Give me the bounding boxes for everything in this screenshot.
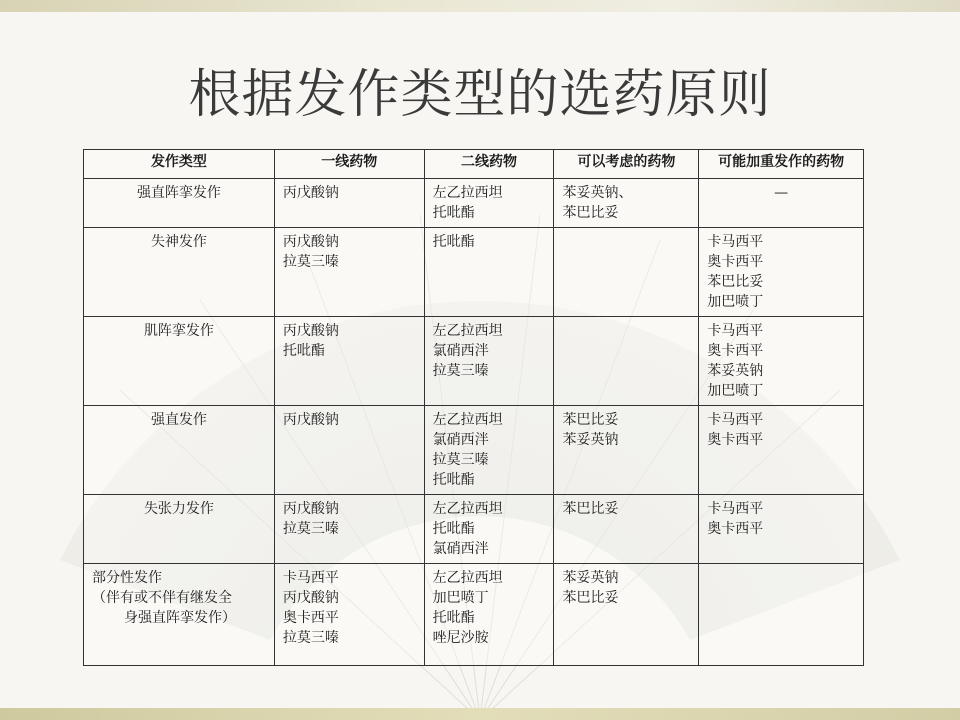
cell-line: — bbox=[774, 185, 789, 201]
cell-line: （伴有或不伴有继发全 bbox=[92, 590, 232, 606]
cell-first-line bbox=[274, 228, 424, 317]
cell-line: 苯巴比妥 bbox=[707, 274, 764, 290]
cell-line: 托吡酯 bbox=[432, 521, 475, 537]
cell-consider bbox=[554, 495, 699, 564]
cell-line: 失张力发作 bbox=[143, 501, 214, 517]
cell-first-line bbox=[274, 564, 424, 666]
cell-line: 奥卡西平 bbox=[707, 521, 764, 537]
cell-line: 氯硝西泮 bbox=[432, 432, 489, 448]
cell-line: 奥卡西平 bbox=[707, 432, 764, 448]
header-first-line: 一线药物 bbox=[274, 150, 424, 179]
cell-line: 丙戊酸钠 bbox=[282, 412, 339, 428]
cell-line: 奥卡西平 bbox=[707, 254, 764, 270]
header-second-line: 二线药物 bbox=[424, 150, 554, 179]
cell-seizure-type bbox=[84, 495, 275, 564]
cell-line: 卡马西平 bbox=[282, 570, 339, 586]
cell-line: 托吡酯 bbox=[282, 343, 325, 359]
cell-line: 苯妥英钠 bbox=[562, 432, 619, 448]
cell-line: 丙戊酸钠 bbox=[282, 185, 339, 201]
cell-line: 部分性发作 bbox=[92, 570, 162, 586]
table-row bbox=[84, 228, 864, 317]
cell-seizure-type bbox=[84, 317, 275, 406]
cell-first-line bbox=[274, 317, 424, 406]
drug-selection-table bbox=[83, 149, 864, 666]
cell-second-line bbox=[424, 179, 554, 228]
cell-line: 左乙拉西坦 bbox=[432, 412, 503, 428]
cell-line: 加巴喷丁 bbox=[707, 294, 764, 310]
cell-line: 肌阵挛发作 bbox=[143, 323, 214, 339]
header-aggravate: 可能加重发作的药物 bbox=[699, 150, 864, 179]
cell-line: 拉莫三嗪 bbox=[282, 521, 339, 537]
cell-line: 奥卡西平 bbox=[282, 610, 339, 626]
cell-line: 苯妥英钠、 bbox=[562, 185, 633, 201]
cell-line: 氯硝西泮 bbox=[432, 343, 489, 359]
cell-line: 丙戊酸钠 bbox=[282, 501, 339, 517]
cell-consider bbox=[554, 179, 699, 228]
cell-line: 拉莫三嗪 bbox=[432, 452, 489, 468]
cell-consider bbox=[554, 317, 699, 406]
cell-line: 托吡酯 bbox=[432, 234, 475, 250]
cell-aggravate bbox=[699, 495, 864, 564]
cell-line: 拉莫三嗪 bbox=[432, 363, 489, 379]
cell-line: 左乙拉西坦 bbox=[432, 185, 503, 201]
cell-seizure-type bbox=[84, 228, 275, 317]
table-row bbox=[84, 317, 864, 406]
cell-consider bbox=[554, 564, 699, 666]
cell-consider bbox=[554, 228, 699, 317]
bottom-decor-band bbox=[0, 708, 960, 720]
cell-second-line bbox=[424, 317, 554, 406]
cell-aggravate bbox=[699, 406, 864, 495]
slide-title: 根据发作类型的选药原则 bbox=[188, 65, 772, 125]
cell-line: 强直阵挛发作 bbox=[136, 185, 221, 201]
cell-line: 加巴喷丁 bbox=[432, 590, 489, 606]
cell-line: 苯巴比妥 bbox=[562, 205, 619, 221]
cell-line: 托吡酯 bbox=[432, 205, 475, 221]
cell-line: 奥卡西平 bbox=[707, 343, 764, 359]
cell-seizure-type bbox=[84, 406, 275, 495]
cell-line: 丙戊酸钠 bbox=[282, 323, 339, 339]
cell-consider bbox=[554, 406, 699, 495]
cell-second-line bbox=[424, 564, 554, 666]
cell-aggravate bbox=[699, 564, 864, 666]
cell-line: 失神发作 bbox=[150, 234, 207, 250]
cell-line: 身强直阵挛发作） bbox=[124, 610, 236, 626]
cell-line: 卡马西平 bbox=[707, 501, 764, 517]
cell-first-line bbox=[274, 495, 424, 564]
cell-seizure-type bbox=[84, 564, 275, 666]
cell-line: 氯硝西泮 bbox=[432, 541, 489, 557]
cell-line: 卡马西平 bbox=[707, 234, 764, 250]
cell-line: 苯巴比妥 bbox=[562, 501, 619, 517]
cell-line: 左乙拉西坦 bbox=[432, 323, 503, 339]
cell-line: 强直发作 bbox=[150, 412, 207, 428]
cell-line: 丙戊酸钠 bbox=[282, 234, 339, 250]
cell-seizure-type bbox=[84, 179, 275, 228]
cell-line: 丙戊酸钠 bbox=[282, 590, 339, 606]
cell-first-line bbox=[274, 406, 424, 495]
cell-line: 苯巴比妥 bbox=[562, 412, 619, 428]
header-seizure-type: 发作类型 bbox=[84, 150, 275, 179]
cell-line: 唑尼沙胺 bbox=[432, 630, 489, 646]
table-row bbox=[84, 179, 864, 228]
cell-aggravate bbox=[699, 317, 864, 406]
cell-second-line bbox=[424, 228, 554, 317]
table-row bbox=[84, 495, 864, 564]
cell-second-line bbox=[424, 495, 554, 564]
table-row bbox=[84, 564, 864, 666]
table-header-row bbox=[84, 150, 864, 179]
cell-line: 左乙拉西坦 bbox=[432, 501, 503, 517]
cell-line: 苯妥英钠 bbox=[707, 363, 764, 379]
cell-line: 苯巴比妥 bbox=[562, 590, 619, 606]
cell-aggravate bbox=[699, 228, 864, 317]
cell-line: 加巴喷丁 bbox=[707, 383, 764, 399]
cell-line: 卡马西平 bbox=[707, 323, 764, 339]
header-consider: 可以考虑的药物 bbox=[554, 150, 699, 179]
cell-aggravate bbox=[699, 179, 864, 228]
cell-line: 左乙拉西坦 bbox=[432, 570, 503, 586]
cell-line: 拉莫三嗪 bbox=[282, 630, 339, 646]
cell-first-line bbox=[274, 179, 424, 228]
table-row bbox=[84, 406, 864, 495]
cell-line: 托吡酯 bbox=[432, 610, 475, 626]
cell-second-line bbox=[424, 406, 554, 495]
cell-line: 卡马西平 bbox=[707, 412, 764, 428]
cell-line: 苯妥英钠 bbox=[562, 570, 619, 586]
cell-line: 托吡酯 bbox=[432, 472, 475, 488]
cell-line: 拉莫三嗪 bbox=[282, 254, 339, 270]
